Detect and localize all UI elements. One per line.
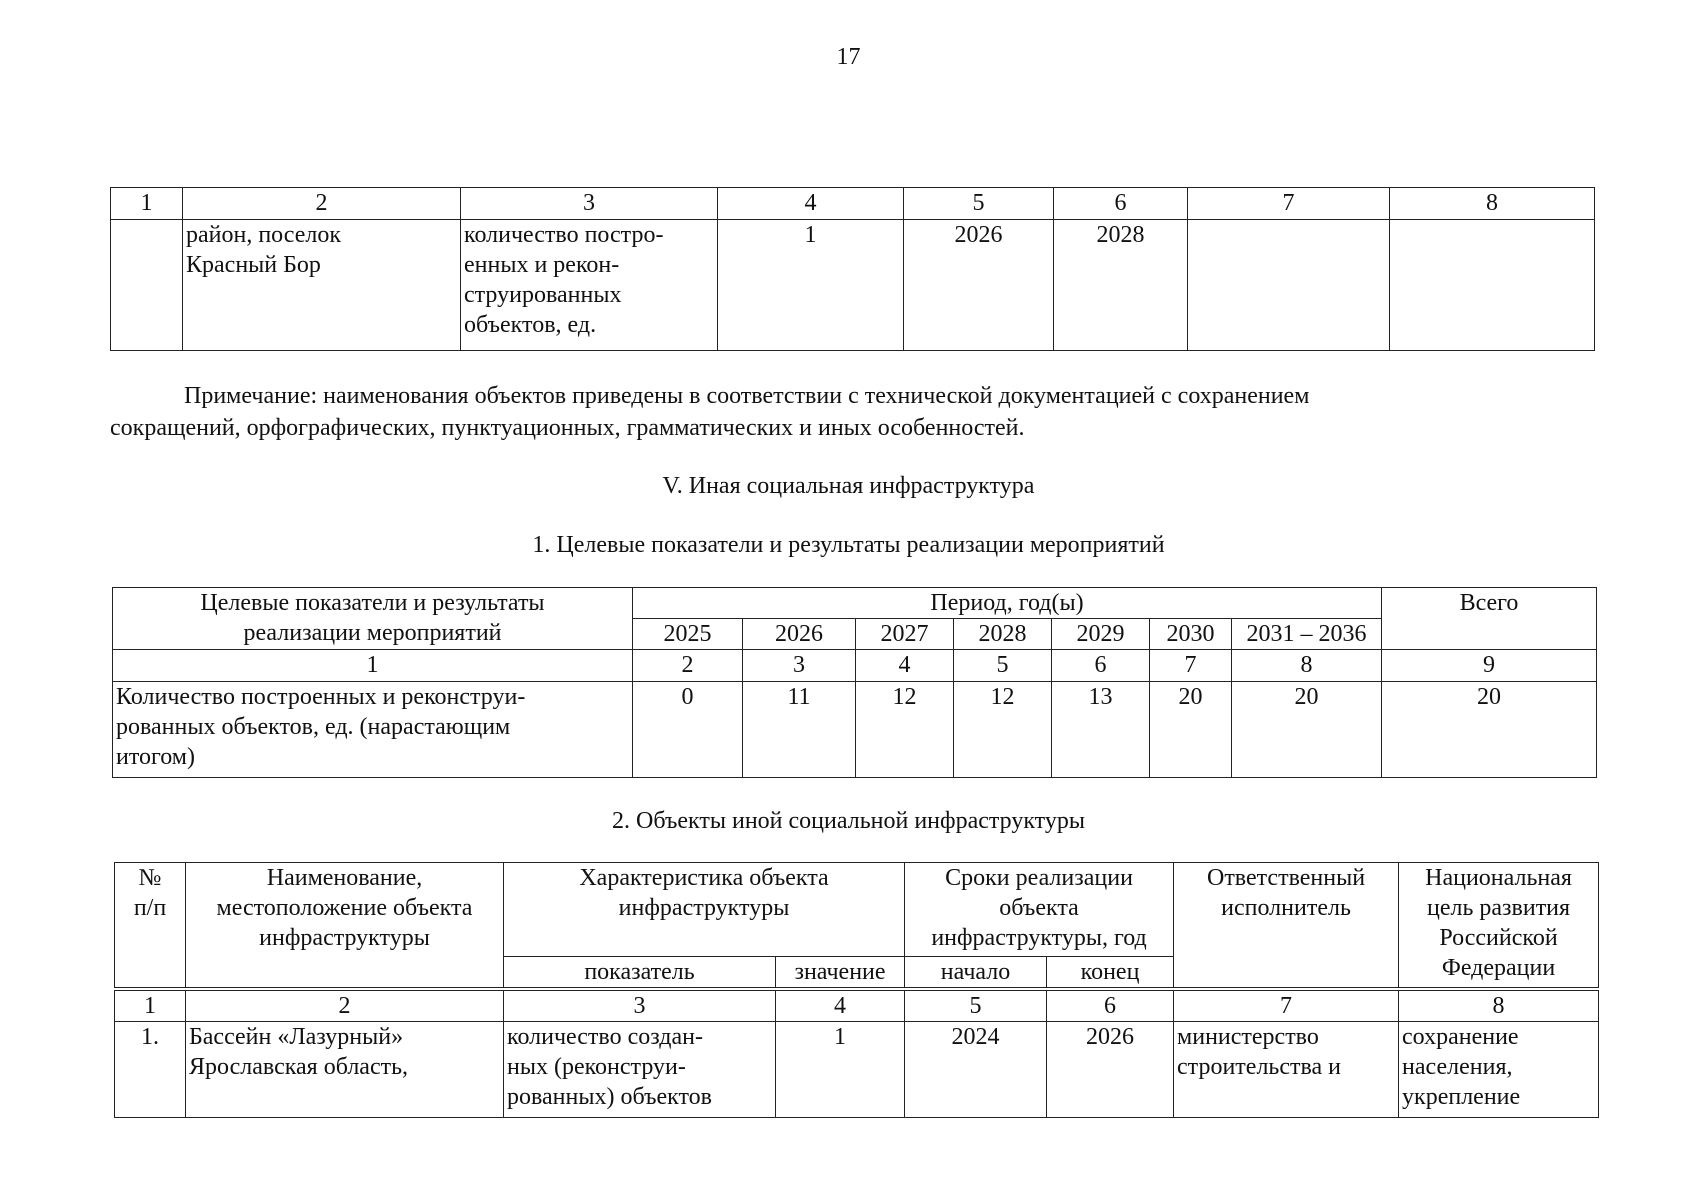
col-number: 9 [1382,650,1597,682]
text-line: Федерации [1441,955,1556,981]
text-line: Ярославская область, [189,1054,409,1080]
text-line: Количество построенных и реконструи- [116,684,526,710]
value-cell: 20 [1232,682,1382,778]
end-year: 2026 [1047,1022,1174,1118]
text-line: Национальная [1425,865,1572,891]
col-number: 3 [504,989,776,1022]
value-cell: 12 [954,682,1052,778]
col-number: 2 [183,188,461,220]
text-line: ных (реконструи- [507,1054,686,1080]
total-cell: 20 [1382,682,1597,778]
text-line: количество постро- [464,222,664,248]
text-line: район, поселок [186,222,342,248]
start-year: 2026 [904,220,1054,351]
row-number [111,220,183,351]
col-number: 7 [1174,989,1399,1022]
header-number [115,863,186,990]
value-cell: 20 [1150,682,1232,778]
row-number: 1. [115,1022,186,1118]
table-row [115,1022,1599,1118]
subsection-title: 1. Целевые показатели и результаты реализации мероприятий [532,532,1165,558]
col-number: 6 [1047,989,1174,1022]
text-line: инфраструктуры [259,925,430,951]
value-cell: 12 [856,682,954,778]
value: 1 [776,1022,905,1118]
text-line: Красный Бор [186,252,321,278]
text-line: инфраструктуры, год [931,925,1147,951]
text-line: Характеристика объекта [579,865,829,891]
year-cell: 2027 [856,619,954,650]
indicator [461,220,718,351]
col-number: 3 [743,650,856,682]
header-executor [1174,863,1399,990]
year-cell: 2030 [1150,619,1232,650]
header-characteristic [504,863,905,957]
text-line: Бассейн «Лазурный» [189,1024,404,1050]
text-line: объекта [999,895,1079,921]
object-name [186,1022,504,1118]
col-number: 1 [113,650,633,682]
note-paragraph [110,380,1577,444]
column-numbers-row [113,650,1597,682]
text-line: объектов, ед. [464,312,597,338]
year-cell: 2028 [954,619,1052,650]
text-line: п/п [133,895,167,921]
text-line: Ответственный [1206,865,1366,891]
col-number: 6 [1052,650,1150,682]
subsection-title: 2. Объекты иной социальной инфраструктуры [612,808,1085,834]
col-number: 8 [1399,989,1599,1022]
text-line: количество создан- [507,1024,703,1050]
continuation-table [110,187,1595,351]
text-line: Российской [1439,925,1558,951]
col-number: 1 [111,188,183,220]
col-number: 7 [1150,650,1232,682]
year-cell: 2031 – 2036 [1232,619,1382,650]
text-line: итогом) [116,744,195,770]
text-line: реализации мероприятий [243,620,502,646]
header-goal [1399,863,1599,990]
text-line: Целевые показатели и результаты [200,590,545,616]
col-number: 5 [954,650,1052,682]
end-year: 2028 [1054,220,1188,351]
col-number: 5 [905,989,1047,1022]
header-period: Период, год(ы) [633,588,1382,619]
indicators-table [112,587,1597,778]
text-line: местоположение объекта [216,895,473,921]
value: 1 [718,220,904,351]
col-number: 4 [776,989,905,1022]
col-number: 5 [904,188,1054,220]
text-line: исполнитель [1221,895,1351,921]
table-header-row [113,588,1597,619]
text-line: Сроки реализации [945,865,1133,891]
text-line: министерство [1177,1024,1319,1050]
col-number: 8 [1390,188,1595,220]
page-number: 17 [836,44,861,70]
col-number: 4 [856,650,954,682]
col-number: 1 [115,989,186,1022]
start-year: 2024 [905,1022,1047,1118]
header-value: значение [776,957,905,990]
section-title: V. Иная социальная инфраструктура [662,473,1035,499]
text-line: строительства и [1177,1054,1342,1080]
col-number: 7 [1188,188,1390,220]
value-cell: 0 [633,682,743,778]
column-numbers-row [115,989,1599,1022]
text-line: № [138,865,162,891]
national-goal [1390,220,1595,351]
value-cell: 11 [743,682,856,778]
table-row [113,682,1597,778]
header-indicator [113,588,633,650]
col-number: 6 [1054,188,1188,220]
value-cell: 13 [1052,682,1150,778]
table-header-row [111,188,1595,220]
text-line: сохранение [1402,1024,1519,1050]
note-line-1: Примечание: наименования объектов приведены в соответствии с технической документацией с сохранением [184,383,1310,409]
year-cell: 2025 [633,619,743,650]
header-end: конец [1047,957,1174,990]
text-line: населения, [1402,1054,1513,1080]
text-line: рованных объектов, ед. (нарастающим [116,714,511,740]
executor [1188,220,1390,351]
indicator-label [113,682,633,778]
objects-table [114,862,1599,1118]
header-start: начало [905,957,1047,990]
text-line: укрепление [1402,1084,1521,1110]
text-line: цель развития [1426,895,1571,921]
year-cell: 2029 [1052,619,1150,650]
col-number: 4 [718,188,904,220]
table-row [111,220,1595,351]
indicator [504,1022,776,1118]
text-line: рованных) объектов [507,1084,712,1110]
header-terms [905,863,1174,957]
text-line: инфраструктуры [618,895,790,921]
executor [1174,1022,1399,1118]
col-number: 2 [633,650,743,682]
header-name [186,863,504,990]
table-header-row [115,863,1599,957]
col-number: 8 [1232,650,1382,682]
text-line: енных и рекон- [464,252,620,278]
header-indicator: показатель [504,957,776,990]
col-number: 3 [461,188,718,220]
col-number: 2 [186,989,504,1022]
text-line: Наименование, [266,865,423,891]
note-line-2: сокращений, орфографических, пунктуационных, грамматических и иных особенностей. [110,415,1025,441]
year-cell: 2026 [743,619,856,650]
national-goal [1399,1022,1599,1118]
header-total: Всего [1382,588,1597,650]
text-line: струированных [464,282,622,308]
object-location [183,220,461,351]
